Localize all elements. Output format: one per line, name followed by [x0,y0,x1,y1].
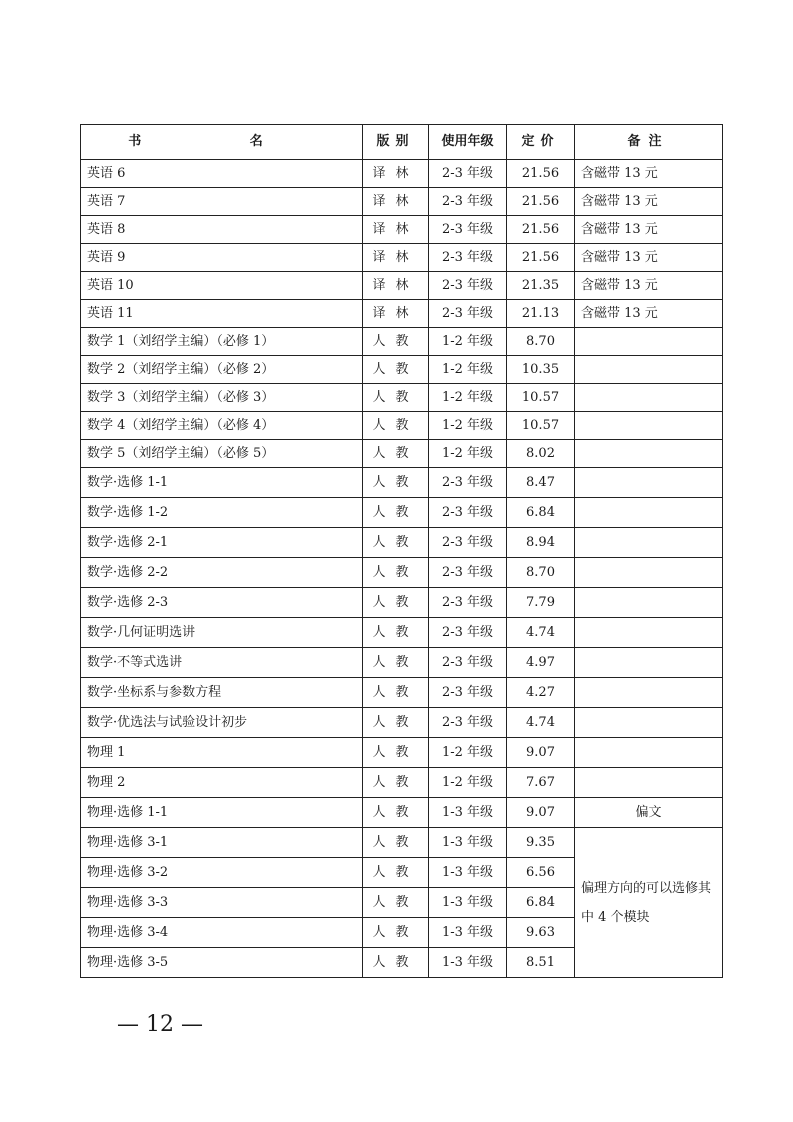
note-cell: 含磁带 13 元 [575,216,723,244]
publisher-cell: 人教 [363,558,429,588]
price-cell: 9.07 [507,798,575,828]
price-cell: 4.97 [507,648,575,678]
note-cell [575,384,723,412]
publisher-cell: 人教 [363,648,429,678]
note-cell [575,618,723,648]
table-row [81,738,723,768]
book-name-cell: 数学·选修 1-2 [81,498,363,528]
note-cell [575,738,723,768]
price-cell: 4.74 [507,618,575,648]
book-list-table [80,124,723,978]
header-book-name: 书 名 [81,125,363,160]
note-cell: 含磁带 13 元 [575,160,723,188]
book-name-cell: 英语 6 [81,160,363,188]
grade-cell: 2-3 年级 [429,528,507,558]
publisher-cell: 译林 [363,300,429,328]
publisher-cell: 人教 [363,738,429,768]
publisher-cell: 译林 [363,216,429,244]
note-cell: 含磁带 13 元 [575,272,723,300]
grade-cell: 1-3 年级 [429,888,507,918]
table-row [81,648,723,678]
grade-cell: 1-2 年级 [429,412,507,440]
table-header-row [81,125,723,160]
book-name-cell: 英语 11 [81,300,363,328]
book-name-cell: 英语 8 [81,216,363,244]
price-cell: 21.56 [507,160,575,188]
table-row [81,558,723,588]
price-cell: 7.67 [507,768,575,798]
price-cell: 21.56 [507,216,575,244]
publisher-cell: 译林 [363,188,429,216]
grade-cell: 1-3 年级 [429,858,507,888]
table-row [81,678,723,708]
publisher-cell: 人教 [363,412,429,440]
publisher-cell: 人教 [363,678,429,708]
grade-cell: 2-3 年级 [429,300,507,328]
grade-cell: 2-3 年级 [429,558,507,588]
publisher-cell: 人教 [363,708,429,738]
grade-cell: 1-3 年级 [429,828,507,858]
merged-note-cell: 偏理方向的可以选修其中 4 个模块 [575,828,723,978]
publisher-cell: 人教 [363,798,429,828]
grade-cell: 1-2 年级 [429,738,507,768]
book-name-cell: 物理·选修 3-4 [81,918,363,948]
book-name-cell: 数学·选修 2-2 [81,558,363,588]
table-row [81,798,723,828]
grade-cell: 2-3 年级 [429,618,507,648]
publisher-cell: 译林 [363,244,429,272]
grade-cell: 1-2 年级 [429,356,507,384]
table-row [81,498,723,528]
book-name-cell: 物理·选修 1-1 [81,798,363,828]
grade-cell: 2-3 年级 [429,216,507,244]
table-row [81,468,723,498]
price-cell: 4.27 [507,678,575,708]
publisher-cell: 人教 [363,498,429,528]
table-row [81,618,723,648]
publisher-cell: 人教 [363,888,429,918]
header-price: 定价 [507,125,575,160]
table-row [81,216,723,244]
publisher-cell: 人教 [363,468,429,498]
book-name-cell: 数学 1（刘绍学主编）（必修 1） [81,328,363,356]
note-cell: 含磁带 13 元 [575,244,723,272]
table-row [81,188,723,216]
grade-cell: 2-3 年级 [429,468,507,498]
price-cell: 8.70 [507,328,575,356]
price-cell: 21.56 [507,244,575,272]
publisher-cell: 人教 [363,618,429,648]
grade-cell: 1-2 年级 [429,384,507,412]
publisher-cell: 人教 [363,948,429,978]
price-cell: 8.51 [507,948,575,978]
price-cell: 10.57 [507,384,575,412]
grade-cell: 1-2 年级 [429,768,507,798]
book-name-cell: 数学·优选法与试验设计初步 [81,708,363,738]
price-cell: 9.35 [507,828,575,858]
note-cell [575,440,723,468]
grade-cell: 1-2 年级 [429,440,507,468]
grade-cell: 2-3 年级 [429,244,507,272]
header-note: 备注 [575,125,723,160]
price-cell: 8.47 [507,468,575,498]
book-name-cell: 物理·选修 3-5 [81,948,363,978]
note-cell [575,412,723,440]
publisher-cell: 人教 [363,588,429,618]
note-cell [575,468,723,498]
table-row [81,588,723,618]
grade-cell: 1-3 年级 [429,918,507,948]
header-publisher: 版别 [363,125,429,160]
publisher-cell: 译林 [363,272,429,300]
header-grade: 使用年级 [429,125,507,160]
table-row [81,356,723,384]
table-row [81,160,723,188]
book-name-cell: 物理 2 [81,768,363,798]
note-cell: 偏文 [575,798,723,828]
table-row [81,328,723,356]
table-body [81,160,723,978]
price-cell: 21.56 [507,188,575,216]
price-cell: 4.74 [507,708,575,738]
note-cell [575,498,723,528]
book-name-cell: 英语 10 [81,272,363,300]
grade-cell: 2-3 年级 [429,498,507,528]
book-name-cell: 数学 4（刘绍学主编）（必修 4） [81,412,363,440]
book-name-cell: 物理·选修 3-3 [81,888,363,918]
grade-cell: 2-3 年级 [429,648,507,678]
publisher-cell: 人教 [363,356,429,384]
publisher-cell: 人教 [363,528,429,558]
table-row [81,528,723,558]
table-row [81,412,723,440]
book-name-cell: 数学·选修 1-1 [81,468,363,498]
book-name-cell: 数学 3（刘绍学主编）（必修 3） [81,384,363,412]
book-name-cell: 物理·选修 3-2 [81,858,363,888]
table-row [81,828,723,858]
book-name-cell: 数学·几何证明选讲 [81,618,363,648]
book-name-cell: 数学·选修 2-1 [81,528,363,558]
grade-cell: 2-3 年级 [429,678,507,708]
note-cell [575,356,723,384]
publisher-cell: 人教 [363,828,429,858]
price-cell: 21.35 [507,272,575,300]
book-name-cell: 数学·不等式选讲 [81,648,363,678]
table-row [81,384,723,412]
grade-cell: 1-3 年级 [429,948,507,978]
note-cell [575,648,723,678]
price-cell: 9.63 [507,918,575,948]
note-cell [575,588,723,618]
book-name-cell: 数学·选修 2-3 [81,588,363,618]
publisher-cell: 译林 [363,160,429,188]
table-row [81,300,723,328]
note-cell [575,528,723,558]
publisher-cell: 人教 [363,768,429,798]
grade-cell: 2-3 年级 [429,272,507,300]
price-cell: 10.57 [507,412,575,440]
book-name-cell: 物理·选修 3-1 [81,828,363,858]
price-cell: 8.94 [507,528,575,558]
note-cell [575,558,723,588]
grade-cell: 2-3 年级 [429,160,507,188]
table-row [81,272,723,300]
table-row [81,244,723,272]
table-row [81,440,723,468]
note-cell [575,328,723,356]
price-cell: 10.35 [507,356,575,384]
book-name-cell: 物理 1 [81,738,363,768]
publisher-cell: 人教 [363,328,429,356]
publisher-cell: 人教 [363,858,429,888]
publisher-cell: 人教 [363,440,429,468]
book-name-cell: 数学·坐标系与参数方程 [81,678,363,708]
note-cell [575,708,723,738]
publisher-cell: 人教 [363,918,429,948]
price-cell: 7.79 [507,588,575,618]
note-cell: 含磁带 13 元 [575,188,723,216]
price-cell: 6.84 [507,498,575,528]
grade-cell: 2-3 年级 [429,588,507,618]
note-cell [575,768,723,798]
price-cell: 8.02 [507,440,575,468]
price-cell: 8.70 [507,558,575,588]
price-cell: 6.84 [507,888,575,918]
book-name-cell: 英语 7 [81,188,363,216]
grade-cell: 1-3 年级 [429,798,507,828]
publisher-cell: 人教 [363,384,429,412]
note-cell: 含磁带 13 元 [575,300,723,328]
price-cell: 9.07 [507,738,575,768]
price-cell: 21.13 [507,300,575,328]
book-name-cell: 数学 2（刘绍学主编）（必修 2） [81,356,363,384]
grade-cell: 1-2 年级 [429,328,507,356]
book-name-cell: 英语 9 [81,244,363,272]
page-number: — 12 — [117,1012,203,1037]
price-cell: 6.56 [507,858,575,888]
table-row [81,768,723,798]
grade-cell: 2-3 年级 [429,708,507,738]
book-name-cell: 数学 5（刘绍学主编）（必修 5） [81,440,363,468]
note-cell [575,678,723,708]
table-row [81,708,723,738]
grade-cell: 2-3 年级 [429,188,507,216]
